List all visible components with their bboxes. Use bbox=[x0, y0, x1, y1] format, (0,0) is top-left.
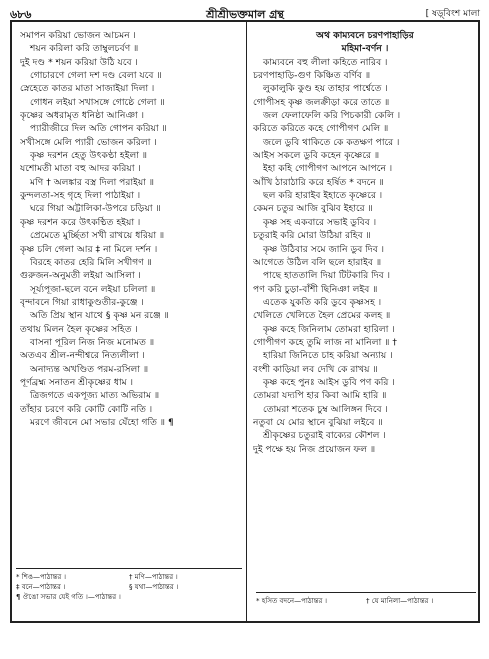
verse-line: কৃষ্ণ সহ একবারে সভাই ডুবিব । bbox=[263, 216, 377, 228]
verse-line: আইস সকলে ডুবি কহেন কৃষ্ণেরে ॥ bbox=[253, 150, 380, 162]
verse-line: বংশী কাড়িয়া লব দেখি কে রাখয় ॥ bbox=[253, 363, 378, 375]
verse-line: তথায় মিলন হৈল কৃষ্ণের সহিত । bbox=[20, 323, 138, 335]
verse-line: দুই পক্ষে হয় নিজ প্রয়োজন ফল ॥ bbox=[253, 443, 376, 455]
footnote-row bbox=[16, 572, 242, 582]
verse-line: নতুবা যে মোর স্থানে বুঝিয়া লইবে ॥ bbox=[253, 416, 383, 428]
verse-line: তোমরা শতেক চুম্ব আলিঙ্গন দিবে । bbox=[263, 403, 388, 415]
verse-line: কৃষ্ণের অধরামৃত ধনিষ্ঠা আনিঞা । bbox=[20, 110, 145, 122]
footnote: † যে মানিলা—পাঠান্তর । bbox=[366, 597, 434, 605]
footnote-rule bbox=[16, 568, 242, 569]
chapter-heading: অথ কাম্যবনে চরণপাহাড়ির bbox=[316, 30, 414, 41]
verse-line: জল ফেলাফেলি করি পিচকারী কেলি । bbox=[263, 110, 401, 122]
left-footnotes bbox=[16, 568, 242, 602]
verse-line: বাসনা পূরিল নিজ নিজ মনোমত ॥ bbox=[30, 336, 155, 348]
verse-line: হারিয়া জিনিতে চাহ করিয়া অন্যায় । bbox=[263, 350, 393, 362]
footnote: ¶ ঔঙো সভার যেই গতি ।—পাঠান্তর । bbox=[16, 593, 121, 601]
verse-line: ত্রিজগতে একপূজ্য মাত্য অভিরাম ॥ bbox=[30, 390, 160, 402]
book-title: শ্রীশ্রীভক্তমাল গ্রন্থ bbox=[206, 8, 284, 21]
verse-line: বৃন্দাবনে গিয়া রাধাকুণ্ডতীর-কুঞ্জে । bbox=[20, 296, 144, 308]
verse-line: তোমরা যদ্যপি হার কিবা আমি হারি ॥ bbox=[253, 390, 387, 402]
verse-line: পণ করি চুড়া-বাঁশী ছিনিঞা লইব ॥ bbox=[253, 283, 378, 295]
verse-line: অতি প্রিয় স্থান যাথে § কৃষ্ণ মন রঞ্জে ॥ bbox=[30, 310, 169, 322]
footnote: ‡ বনে—পাঠান্তর । bbox=[16, 583, 66, 591]
footnote: § যথা—পাঠান্তর । bbox=[129, 583, 179, 591]
verse-line: খেলিতে খেলিতে হৈল প্রেমের কলহ ॥ bbox=[253, 310, 391, 322]
footnote: * শিঙ—পাঠান্তর । bbox=[16, 573, 66, 581]
verse-line: কেমন চতুর আজি বুঝিব ইহারে ॥ bbox=[253, 203, 373, 215]
verse-line: কৃষ্ণ দরশন হেতু উৎকণ্ঠা হইলা ॥ bbox=[30, 150, 148, 162]
verse-line: সখীসঙ্গে মেলি প্যারী ভোজন করিলা । bbox=[20, 136, 157, 148]
verse-line: প্রেমেতে মুর্চ্ছিতা সখী রাখয়ে ধরিয়া ॥ bbox=[30, 230, 165, 242]
verse-line: কৃষ্ণ চলি গেলা আর ‡ না মিলে দর্শন । bbox=[20, 243, 158, 255]
verse-line: তাঁহার চরণে করি কোটি কোটি নতি । bbox=[20, 403, 153, 415]
verse-line: করিতে করিতে কহে গোপীগণ মেলি ॥ bbox=[253, 123, 389, 135]
verse-line: জলে ডুবি থাকিতে কে কতক্ষণ পারে । bbox=[263, 136, 400, 148]
footnote-rule bbox=[256, 592, 476, 593]
verse-line: বিরহে কাতর হেরি মিলি সখীগণ ॥ bbox=[30, 256, 152, 268]
verse-line: গোপীসহ কৃষ্ণ জলক্রীড়া করে তাতে ॥ bbox=[253, 96, 390, 108]
right-column bbox=[253, 29, 477, 456]
chapter-heading: মহিমা-বর্ণন । bbox=[341, 43, 389, 55]
footnote-row bbox=[256, 596, 476, 606]
verse-line: দুই দণ্ড * শয়ন করিয়া উঠি যবে । bbox=[20, 56, 138, 68]
verse-line: অতএব শ্রীল-নন্দীশ্বরে নিত্যলীলা । bbox=[20, 350, 145, 362]
verse-line: কৃষ্ণ দরশন করে উৎকণ্ঠিত হইয়া । bbox=[20, 216, 141, 228]
verse-line: পূর্ণব্রহ্ম সনাতন শ্রীকৃষ্ণের ধাম । bbox=[20, 376, 133, 388]
verse-line: কাম্যবনে বহু লীলা কহিতে নারিব । bbox=[263, 56, 388, 68]
page-header bbox=[10, 6, 480, 20]
verse-line: কৃষ্ণ কহে জিনিলাম তোমরা হারিলা । bbox=[263, 323, 395, 335]
page-number: ৬৮৬ bbox=[10, 8, 32, 21]
verse-line: শয়ন করিলা করি তাম্বুলচর্বণ ॥ bbox=[30, 43, 139, 55]
verse-line: পাছে হাততালি দিয়া টিটকারি দিব । bbox=[263, 270, 390, 282]
verse-line: আগেতে উঠিল বলি ছলে হারাইব ॥ bbox=[253, 256, 382, 268]
verse-line: সমাপন করিয়া ভোজন আচমন । bbox=[20, 30, 136, 41]
verse-line: লুকালুকি কুণ্ড হয় তাহার পার্শ্বেতে । bbox=[263, 83, 388, 95]
verse-line: কৃষ্ণ উঠিবার সমে জানি ডুব দিব । bbox=[263, 243, 385, 255]
verse-line: ঘরে গিয়া অট্টালিকা-উপরে চড়িয়া ॥ bbox=[30, 203, 161, 215]
footnote: † মণি—পাঠান্তর । bbox=[129, 573, 178, 581]
verse-line: সূর্য্যপূজা-ছলে বনে লইয়া চলিলা ॥ bbox=[30, 283, 156, 295]
verse-line: ইহা কহি গোপীগণ আপনে আপনে । bbox=[263, 163, 393, 175]
verse-line: অনাদ্যন্ত অখণ্ডিত পরম-রসিলা ॥ bbox=[30, 363, 149, 375]
verse-line: গোধন লইয়া সখাসঙ্গে গোষ্ঠে গেলা ॥ bbox=[30, 96, 165, 108]
verse-line: প্যারীজীরে দিল অতি গোপন করিয়া ॥ bbox=[30, 123, 167, 135]
footnote: * হসিত বদনে—পাঠান্তর । bbox=[256, 597, 328, 605]
column-divider bbox=[246, 20, 247, 623]
section-label: [ ষড়্‌বিংশ মালা bbox=[425, 9, 480, 19]
verse-line: চতুরাই করি মোরা উঠিয়া রহিব ॥ bbox=[253, 230, 371, 242]
verse-line: ছল করি হারাইব ইহাতে কৃষ্ণেরে । bbox=[263, 190, 383, 202]
verse-line: মরণে জীবনে মো সভার যেঁহো গতি ॥ ¶ bbox=[30, 416, 174, 428]
verse-line: শ্রীকৃষ্ণের চতুরাই বাক্যের কৌশল । bbox=[263, 430, 386, 442]
verse-line: স্নেহেতে কাতর মাতা সাজাইয়া দিলা । bbox=[20, 83, 155, 95]
verse-line: গোপীগণ কহে তুমি লাজ না মানিলা ॥ † bbox=[253, 336, 397, 348]
footnote-row bbox=[16, 592, 242, 602]
right-footnotes bbox=[256, 592, 476, 606]
left-column bbox=[20, 29, 242, 429]
verse-line: চরণপাহাড়ি-গুণ কিঞ্চিত বর্ণিব ॥ bbox=[253, 70, 371, 82]
verse-line: যশোমতী মাতা বহু আদর করিয়া । bbox=[20, 163, 141, 175]
footnote-row bbox=[16, 582, 242, 592]
verse-line: এতেক যুকতি করি ডুবে কৃষ্ণসহ । bbox=[263, 296, 382, 308]
verse-line: গুরুজন-অনুমতী লইয়া আসিলা । bbox=[20, 270, 141, 282]
verse-line: আঁখি ঠারাঠারি করে হর্ষিত * বদনে ॥ bbox=[253, 176, 384, 188]
verse-line: গোচারণে গেলা দশ দণ্ড বেলা যবে ॥ bbox=[30, 70, 162, 82]
verse-line: মণি † অলঙ্কার বস্ত্র দিলা পরাইয়া ॥ bbox=[30, 176, 155, 188]
verse-line: কৃষ্ণ কহে পুনঃ আইস ডুবি পণ করি । bbox=[263, 376, 395, 388]
verse-line: কুন্দলতা-সহ গৃহে দিলা পাঠাইয়া । bbox=[20, 190, 141, 202]
